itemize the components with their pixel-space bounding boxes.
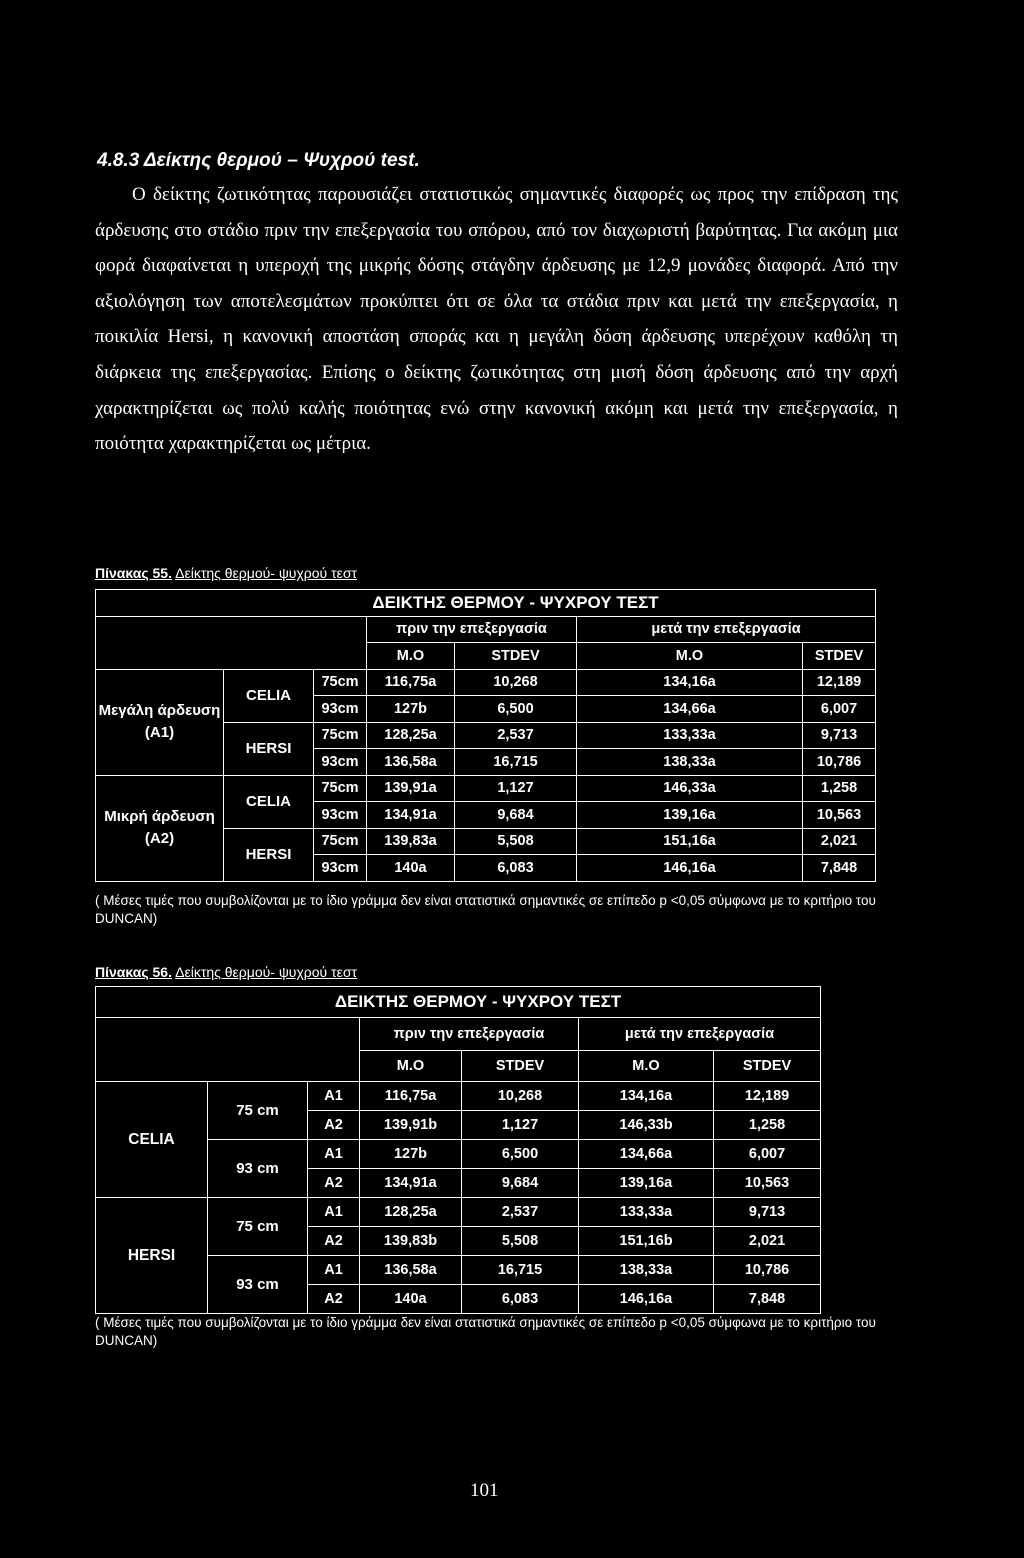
- table55-caption: [95, 565, 357, 581]
- table56-title: ΔΕΙΚΤΗΣ ΘΕΡΜΟΥ - ΨΥΧΡΟΥ ΤΕΣΤ: [96, 987, 821, 1018]
- table55-mean-after: 146,33a: [577, 775, 803, 802]
- table55-distance: 93cm: [314, 855, 367, 882]
- table55-mean-after: 138,33a: [577, 749, 803, 776]
- table55-group-label: Μεγάλη άρδευση (Α1): [96, 669, 224, 775]
- table55-caption-label: Πίνακας 55.: [95, 565, 172, 581]
- table55-mean-after: 146,16a: [577, 855, 803, 882]
- table55-stdev-after: 2,021: [803, 828, 876, 855]
- table56-irrigation: Α2: [308, 1111, 360, 1140]
- table-row: [96, 669, 876, 696]
- table56-note: ( Μέσες τιμές που συμβολίζονται με το ίδιο γράμμα δεν είναι στατιστικά σημαντικές σε επίπεδο p <0,05 σύμφωνα με το κριτήριο του DUNCAN): [95, 1315, 876, 1348]
- table56-stdev-after: STDEV: [714, 1051, 821, 1082]
- table55-mean-before: 136,58a: [367, 749, 455, 776]
- table56-mean-before: 128,25a: [360, 1198, 462, 1227]
- table55-mean-before: 127b: [367, 696, 455, 723]
- table56-distance: 75 cm: [208, 1198, 308, 1256]
- table-row: [96, 1198, 821, 1227]
- table55-stdev-after: 7,848: [803, 855, 876, 882]
- table56-mean-before: 116,75a: [360, 1082, 462, 1111]
- table56-mean-after: 134,66a: [579, 1140, 714, 1169]
- table55-distance: 93cm: [314, 749, 367, 776]
- table56-stdev-before: 9,684: [462, 1169, 579, 1198]
- table56-stdev-before: 16,715: [462, 1256, 579, 1285]
- table56-stdev-before: 10,268: [462, 1082, 579, 1111]
- table56-stdev-after: 12,189: [714, 1082, 821, 1111]
- table56-mean-before: 134,91a: [360, 1169, 462, 1198]
- table55-group-label: Μικρή άρδευση (Α2): [96, 775, 224, 881]
- table56-mean-before: 127b: [360, 1140, 462, 1169]
- table55-mo-after: Μ.Ο: [577, 643, 803, 670]
- table56-mean-after: 151,16b: [579, 1227, 714, 1256]
- table-row: [96, 775, 876, 802]
- table55-stdev-before: 5,508: [455, 828, 577, 855]
- table55-caption-text: Δείκτης θερμού- ψυχρού τεστ: [175, 565, 358, 581]
- table56-mean-after: 133,33a: [579, 1198, 714, 1227]
- table56-irrigation: Α2: [308, 1285, 360, 1314]
- table56-distance: 75 cm: [208, 1082, 308, 1140]
- table55-mean-before: 134,91a: [367, 802, 455, 829]
- table56-after-header: μετά την επεξεργασία: [579, 1018, 821, 1051]
- table-row: [96, 1018, 821, 1051]
- table56-stdev-after: 10,786: [714, 1256, 821, 1285]
- table56-variety-label: CELIA: [96, 1082, 208, 1198]
- table55: [95, 589, 876, 882]
- table56-mo-before: Μ.Ο: [360, 1051, 462, 1082]
- table55-variety-label: HERSI: [224, 722, 314, 775]
- table56-caption-text: Δείκτης θερμού- ψυχρού τεστ: [175, 964, 358, 980]
- table56-stdev-after: 6,007: [714, 1140, 821, 1169]
- table55-variety-label: CELIA: [224, 669, 314, 722]
- table56-mean-after: 139,16a: [579, 1169, 714, 1198]
- table56-caption: [95, 964, 357, 980]
- table55-distance: 93cm: [314, 696, 367, 723]
- table55-mean-after: 151,16a: [577, 828, 803, 855]
- table55-stdev-after: 9,713: [803, 722, 876, 749]
- table55-mean-after: 139,16a: [577, 802, 803, 829]
- table55-stdev-after: STDEV: [803, 643, 876, 670]
- table55-mean-after: 134,16a: [577, 669, 803, 696]
- table55-stdev-before: 2,537: [455, 722, 577, 749]
- table55-stdev-before: 6,500: [455, 696, 577, 723]
- table56-mean-before: 136,58a: [360, 1256, 462, 1285]
- table55-mean-after: 134,66a: [577, 696, 803, 723]
- table55-stdev-after: 12,189: [803, 669, 876, 696]
- page-number: 101: [470, 1480, 499, 1501]
- table56-irrigation: Α1: [308, 1256, 360, 1285]
- table56-distance: 93 cm: [208, 1140, 308, 1198]
- table56-variety-label: HERSI: [96, 1198, 208, 1314]
- table56: [95, 986, 821, 1314]
- table55-variety-label: HERSI: [224, 828, 314, 881]
- table56-stdev-after: 9,713: [714, 1198, 821, 1227]
- table56-irrigation: Α1: [308, 1082, 360, 1111]
- table55-distance: 75cm: [314, 722, 367, 749]
- table55-mean-before: 139,83a: [367, 828, 455, 855]
- table55-before-header: πριν την επεξεργασία: [367, 616, 577, 643]
- table55-mo-before: Μ.Ο: [367, 643, 455, 670]
- table56-mean-after: 146,16a: [579, 1285, 714, 1314]
- table56-mean-after: 138,33a: [579, 1256, 714, 1285]
- table56-irrigation: Α1: [308, 1140, 360, 1169]
- table56-blank-header: [96, 1018, 360, 1082]
- table56-before-header: πριν την επεξεργασία: [360, 1018, 579, 1051]
- table55-mean-after: 133,33a: [577, 722, 803, 749]
- table-row: [96, 1082, 821, 1111]
- table56-stdev-before: 5,508: [462, 1227, 579, 1256]
- table55-stdev-after: 10,786: [803, 749, 876, 776]
- table-row: [96, 987, 821, 1018]
- table56-stdev-before: 6,083: [462, 1285, 579, 1314]
- table55-after-header: μετά την επεξεργασία: [577, 616, 876, 643]
- section-heading: 4.8.3 Δείκτης θερμού – Ψυχρού test.: [97, 150, 420, 171]
- table55-stdev-before: 6,083: [455, 855, 577, 882]
- table56-distance: 93 cm: [208, 1256, 308, 1314]
- table55-stdev-before: 9,684: [455, 802, 577, 829]
- table55-mean-before: 139,91a: [367, 775, 455, 802]
- table56-stdev-after: 2,021: [714, 1227, 821, 1256]
- table56-irrigation: Α2: [308, 1169, 360, 1198]
- table56-irrigation: Α1: [308, 1198, 360, 1227]
- table56-irrigation: Α2: [308, 1227, 360, 1256]
- table56-stdev-after: 10,563: [714, 1169, 821, 1198]
- table56-stdev-after: 1,258: [714, 1111, 821, 1140]
- table55-distance: 93cm: [314, 802, 367, 829]
- table55-stdev-after: 6,007: [803, 696, 876, 723]
- table55-distance: 75cm: [314, 669, 367, 696]
- table55-title: ΔΕΙΚΤΗΣ ΘΕΡΜΟΥ - ΨΥΧΡΟΥ ΤΕΣΤ: [96, 590, 876, 617]
- body-paragraph: [95, 177, 898, 462]
- table56-stdev-before: 6,500: [462, 1140, 579, 1169]
- table56-mo-after: Μ.Ο: [579, 1051, 714, 1082]
- table55-stdev-before: 10,268: [455, 669, 577, 696]
- table55-blank-header: [96, 616, 367, 669]
- table55-stdev-after: 10,563: [803, 802, 876, 829]
- table56-stdev-before: 1,127: [462, 1111, 579, 1140]
- table56-stdev-before: STDEV: [462, 1051, 579, 1082]
- table55-mean-before: 128,25a: [367, 722, 455, 749]
- table55-note: ( Μέσες τιμές που συμβολίζονται με το ίδιο γράμμα δεν είναι στατιστικά σημαντικές σε επίπεδο p <0,05 σύμφωνα με το κριτήριο του DUNCAN): [95, 893, 876, 926]
- table56-mean-before: 139,83b: [360, 1227, 462, 1256]
- table55-variety-label: CELIA: [224, 775, 314, 828]
- table56-mean-before: 139,91b: [360, 1111, 462, 1140]
- table56-mean-before: 140a: [360, 1285, 462, 1314]
- table55-distance: 75cm: [314, 828, 367, 855]
- table55-stdev-after: 1,258: [803, 775, 876, 802]
- paragraph-text: Ο δείκτης ζωτικότητας παρουσιάζει στατιστικώς σημαντικές διαφορές ως προς την επίδραση της άρδευσης στο στάδιο πριν την επεξεργασία του σπόρου, από τον διαχωριστή βαρύτητας. Για ακόμη μια φορά διαφαίνεται η υπεροχή της μικρής δόσης στάγδην άρδευσης με 12,9 μονάδες διαφορά. Από την αξιολόγηση των αποτελεσμάτων προκύπτει ότι σε όλα τα στάδια πριν και μετά την επεξεργασία, η ποικιλία Hersi, η κανονική αποστάση σποράς και η μεγάλη δόση άρδευσης υπερέχουν καθόλη τη διάρκεια της επεξεργασίας. Επίσης ο δείκτης ζωτικότητας στη μισή δόση άρδευσης από την αρχή χαρακτηρίζεται ως πολύ καλής ποιότητας ενώ στην κανονική ακόμη και μετά την επεξεργασία, η ποιότητα χαρακτηρίζεται ως μέτρια.: [95, 184, 898, 455]
- table55-stdev-before: 1,127: [455, 775, 577, 802]
- table56-mean-after: 134,16a: [579, 1082, 714, 1111]
- table55-stdev-before: STDEV: [455, 643, 577, 670]
- table56-stdev-after: 7,848: [714, 1285, 821, 1314]
- table56-mean-after: 146,33b: [579, 1111, 714, 1140]
- table55-mean-before: 140a: [367, 855, 455, 882]
- table55-mean-before: 116,75a: [367, 669, 455, 696]
- table55-distance: 75cm: [314, 775, 367, 802]
- table56-caption-label: Πίνακας 56.: [95, 964, 172, 980]
- table56-stdev-before: 2,537: [462, 1198, 579, 1227]
- table55-stdev-before: 16,715: [455, 749, 577, 776]
